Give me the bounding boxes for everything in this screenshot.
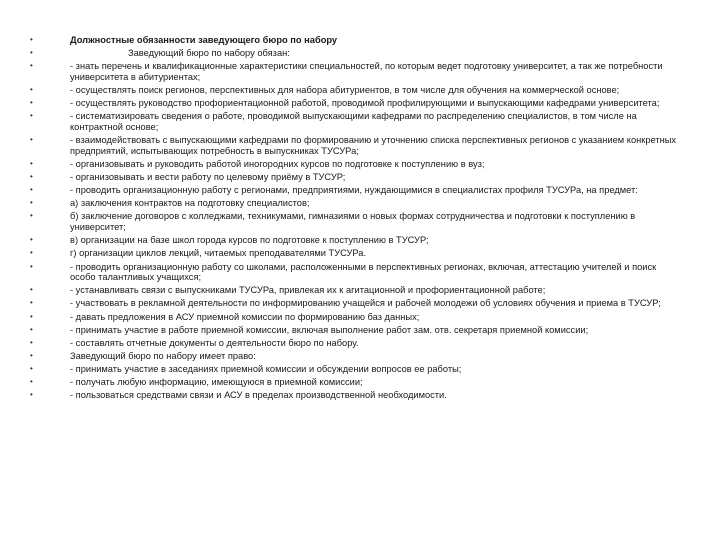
list-item — [30, 351, 680, 362]
bullet-icon: • — [30, 377, 33, 387]
bullet-icon: • — [30, 35, 33, 44]
list-item-text: г) организации циклов лекций, читаемых преподавателями ТУСУРа. — [70, 248, 367, 259]
list-item — [30, 325, 680, 336]
bullet-icon: • — [30, 350, 33, 360]
list-item-text: - составлять отчетные документы о деятельности бюро по набору. — [70, 337, 359, 348]
list-item — [30, 338, 680, 349]
bullet-icon: • — [30, 185, 33, 195]
bullet-icon: • — [30, 390, 33, 400]
list-item — [30, 48, 680, 59]
bullet-icon: • — [30, 261, 33, 271]
list-item — [30, 35, 680, 46]
list-item — [30, 172, 680, 183]
bullet-icon: • — [30, 135, 33, 145]
list-item — [30, 262, 680, 284]
bullet-icon: • — [30, 285, 33, 295]
list-item-text: Заведующий бюро по набору обязан: — [128, 48, 290, 59]
list-item-text: - принимать участие в заседаниях приемной комиссии и обсуждении вопросов ее работы; — [70, 363, 462, 374]
list-item-text: - получать любую информацию, имеющуюся в приемной комиссии; — [70, 377, 363, 388]
list-item — [30, 85, 680, 96]
list-item — [30, 390, 680, 401]
list-item — [30, 298, 680, 309]
list-item — [30, 377, 680, 388]
list-item — [30, 135, 680, 157]
bullet-icon: • — [30, 85, 33, 95]
list-item-text: - проводить организационную работу со школами, расположенными в перспективных регионах, включая, аттестацию учителей и поиск особо талантливых учащихся; — [70, 261, 657, 283]
bullet-icon: • — [30, 61, 33, 71]
list-item — [30, 185, 680, 196]
list-item-text: - осуществлять поиск регионов, перспективных для набора абитуриентов, в том числе для обучения на коммерческой основе; — [70, 85, 620, 96]
list-item-text: - взаимодействовать с выпускающими кафедрами по формированию и уточнению списка перспективных регионов с указанием конкретных предприятий, испытывающих потребность в выпускниках ТУСУРа; — [70, 135, 677, 156]
bullet-icon: • — [30, 337, 33, 347]
list-item — [30, 285, 680, 296]
bullet-icon: • — [30, 324, 33, 334]
bullet-icon: • — [30, 248, 33, 258]
bullet-icon: • — [30, 48, 33, 58]
bullet-icon: • — [30, 159, 33, 169]
list-item-text: - давать предложения в АСУ приемной комиссии по формированию баз данных; — [70, 311, 420, 322]
section-heading: Должностные обязанности заведующего бюро по набору — [70, 35, 338, 45]
bullet-icon: • — [30, 111, 33, 121]
bullet-icon: • — [30, 198, 33, 208]
list-item-text: а) заключения контрактов на подготовку специалистов; — [70, 198, 310, 209]
list-item — [30, 159, 680, 170]
bullet-icon: • — [30, 298, 33, 308]
list-item-text: - знать перечень и квалификационные характеристики специальностей, по которым ведет подготовку университет, а так же потребности университета в абитуриентах; — [70, 61, 663, 82]
bullet-icon: • — [30, 98, 33, 108]
list-item-text: - участвовать в рекламной деятельности по информированию учащейся и рабочей молодежи об условиях обучения и приема в ТУСУР; — [70, 298, 661, 309]
list-item-text: Заведующий бюро по набору имеет право: — [70, 350, 256, 361]
list-item — [30, 312, 680, 323]
bullet-icon: • — [30, 235, 33, 245]
list-item — [30, 98, 680, 109]
list-item — [30, 235, 680, 246]
bullet-icon: • — [30, 211, 33, 221]
list-item-text: - организовывать и вести работу по целевому приёму в ТУСУР; — [70, 172, 346, 183]
list-item — [30, 111, 680, 133]
list-item-text: - организовывать и руководить работой иногородних курсов по подготовке к поступлению в вуз; — [70, 159, 485, 170]
list-item-text: - пользоваться средствами связи и АСУ в пределах производственной необходимости. — [70, 390, 447, 401]
list-item-text: б) заключение договоров с колледжами, техникумами, гимназиями о новых формах сотрудничества и подготовки к поступлению в университет; — [70, 211, 636, 233]
list-item — [30, 198, 680, 209]
list-item — [30, 211, 680, 233]
list-item — [30, 248, 680, 259]
bullet-icon: • — [30, 363, 33, 373]
list-item-text: - осуществлять руководство профориентационной работой, проводимой профилирующими и выпускающими кафедрами университета; — [70, 98, 660, 109]
list-item-text: - устанавливать связи с выпускниками ТУСУРа, привлекая их к агитационной и профориентационной работе; — [70, 285, 546, 296]
list-item-text: - проводить организационную работу с регионами, предприятиями, нуждающимися в специалистах профиля ТУСУРа, на предмет: — [70, 185, 638, 196]
list-item-text: - систематизировать сведения о работе, проводимой выпускающими кафедрами по распределению специалистов, в том числе на контрактной основе; — [70, 111, 637, 133]
duties-bullet-list — [30, 35, 680, 403]
list-item-text: - принимать участие в работе приемной комиссии, включая выполнение работ зам. отв. секретаря приемной комиссии; — [70, 324, 589, 335]
list-item — [30, 61, 680, 83]
bullet-icon: • — [30, 172, 33, 182]
list-item — [30, 364, 680, 375]
list-item-text: в) организации на базе школ города курсов по подготовке к поступлению в ТУСУР; — [70, 235, 429, 246]
bullet-icon: • — [30, 311, 33, 321]
